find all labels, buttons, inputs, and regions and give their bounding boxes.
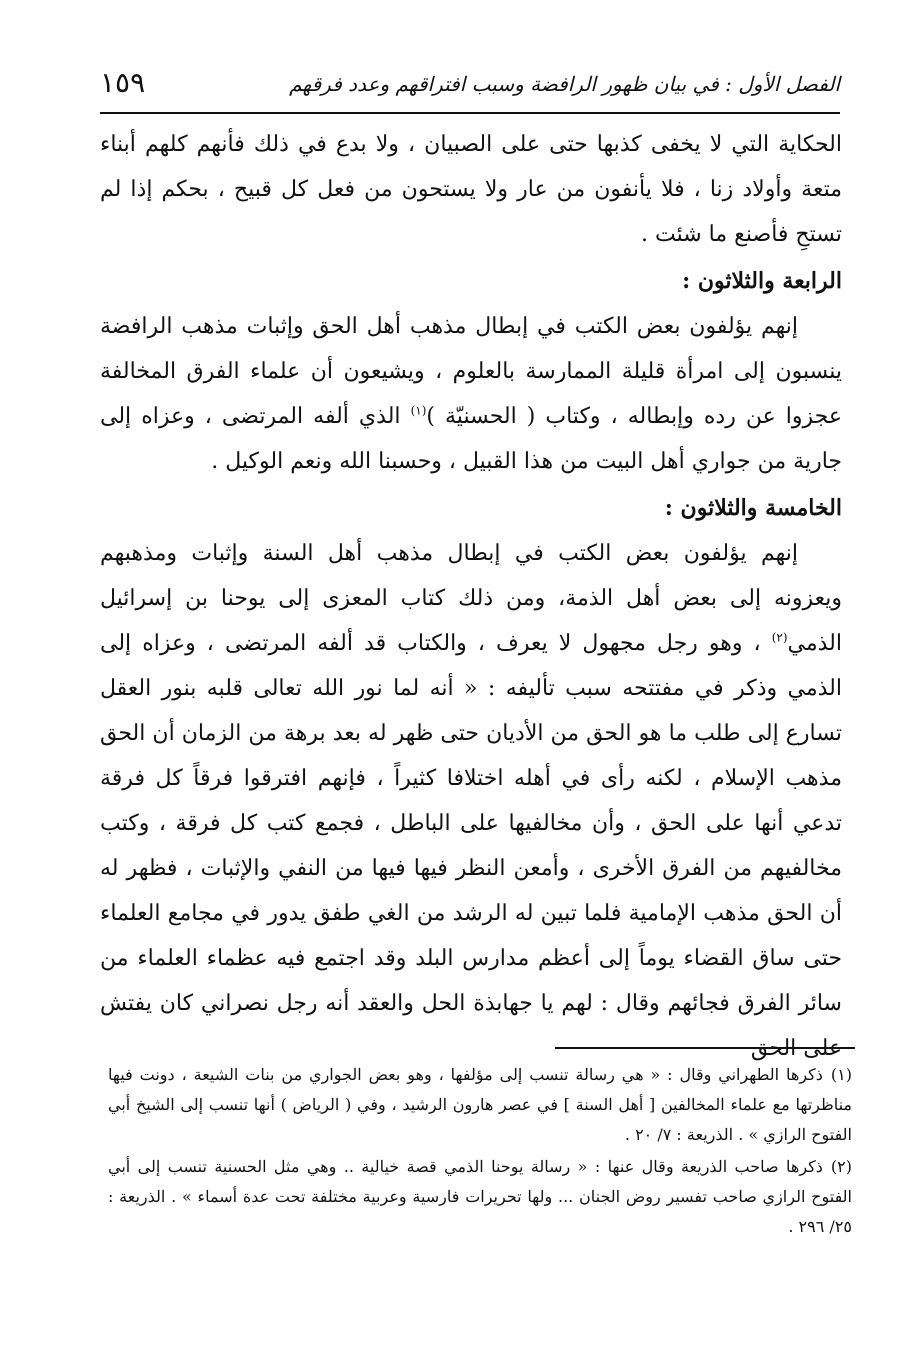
- footnote-number: (١): [830, 1065, 852, 1084]
- page-number: ١٥٩: [100, 66, 146, 99]
- paragraph-text: الحكاية التي لا يخفى كذبها حتى على الصبيان ، ولا بدع في ذلك فأنهم كلهم أبناء متعة وأولاد زنا ، فلا يأنفون من عار ولا يستحون من فعل كل قبيح ، بحكم إذا لم تستحِ فأصنع ما شئت .: [100, 132, 842, 247]
- footnote-ref-1[interactable]: (١): [410, 403, 427, 418]
- footnote-ref-2[interactable]: (٢): [771, 630, 788, 645]
- running-header: [100, 58, 840, 110]
- footnotes: [108, 1060, 852, 1244]
- footnote-text: ذكرها الطهراني وقال : « هي رسالة تنسب إلى مؤلفها ، وهو بعض الجواري من بنات الشيعة ، دونت فيها مناظرتها مع علماء المخالفين [ أهل السنة ] في عصر هارون الرشيد ، وفي ( الرياض ) أنها تنسب إلى الشيخ أبي الفتوح الرازي » . الذريعة : ٧/ ٢٠ .: [108, 1065, 852, 1144]
- footnote-number: (٢): [830, 1157, 852, 1176]
- footnote-divider: [555, 1047, 855, 1049]
- paragraph-35: [100, 531, 842, 1071]
- section-heading-34: الرابعة والثلاثون :: [682, 268, 842, 294]
- header-divider: [100, 112, 840, 114]
- footnote-2: [108, 1152, 852, 1242]
- paragraph-text: إنهم يؤلفون بعض الكتب في إبطال مذهب أهل الحق وإثبات مذهب الرافضة ينسبون إلى امرأة قليلة الممارسة بالعلوم ، ويشيعون أن علماء الفرق المخالفة عجزوا عن رده وإبطاله ، وكتاب ( الحسنيّة ): [100, 314, 842, 429]
- running-title: الفصل الأول : في بيان ظهور الرافضة وسبب افتراقهم وعدد فرقهم: [289, 72, 840, 96]
- paragraph-text-end: الذي ألفه المرتضى ، وعزاه إلى جارية من جواري أهل البيت من هذا القبيل ، وحسبنا الله ونعم الوكيل .: [100, 404, 842, 474]
- paragraph-text-end: ، وهو رجل مجهول لا يعرف ، والكتاب قد ألفه المرتضى ، وعزاه إلى الذمي وذكر في مفتتحه سبب تأليفه : « أنه لما نور الله تعالى قلبه بنور العقل تسارع إلى طلب ما هو الحق من الأديان حتى ظهر له بعد برهة من الزمان أن الحق مذهب الإسلام ، لكنه رأى في أهله اختلافا كثيراً ، فإنهم افترقوا فرقاً كل فرقة تدعي أنها على الحق ، وأن مخالفيها على الباطل ، فجمع كتب كل فرقة ، وكتب مخالفيهم من الفرق الأخرى ، وأمعن النظر فيها فيها من النفي والإثبات ، فظهر له أن الحق مذهب الإمامية فلما تبين له الرشد من الغي طفق يدور في مجامع العلماء حتى ساق القضاء يوماً إلى أعظم مدارس البلد وقد اجتمع فيه عظماء العلماء من سائر الفرق فجائهم وقال : لهم يا جهابذة الحل والعقد أنه رجل نصراني كان يفتش على الحق: [100, 631, 843, 1061]
- section-heading-35: الخامسة والثلاثون :: [664, 495, 842, 521]
- paragraph-34: [100, 304, 842, 484]
- footnote-1: [108, 1060, 852, 1150]
- paragraph-continuation: [100, 122, 842, 257]
- paragraph-text: إنهم يؤلفون بعض الكتب في إبطال مذهب أهل السنة وإثبات ومذهبهم ويعزونه إلى بعض أهل الذمة، ومن ذلك كتاب المعزى إلى يوحنا بن إسرائيل الذمي: [100, 541, 842, 656]
- main-text: [100, 122, 842, 1071]
- footnote-text: ذكرها صاحب الذريعة وقال عنها : « رسالة يوحنا الذمي قصة خيالية .. وهي مثل الحسنية تنسب إلى أبي الفتوح الرازي صاحب تفسير روض الجنان ... ولها تحريرات فارسية وعربية مختلفة تحت عدة أسماء » . الذريعة : ٢٥/ ٢٩٦ .: [108, 1157, 852, 1236]
